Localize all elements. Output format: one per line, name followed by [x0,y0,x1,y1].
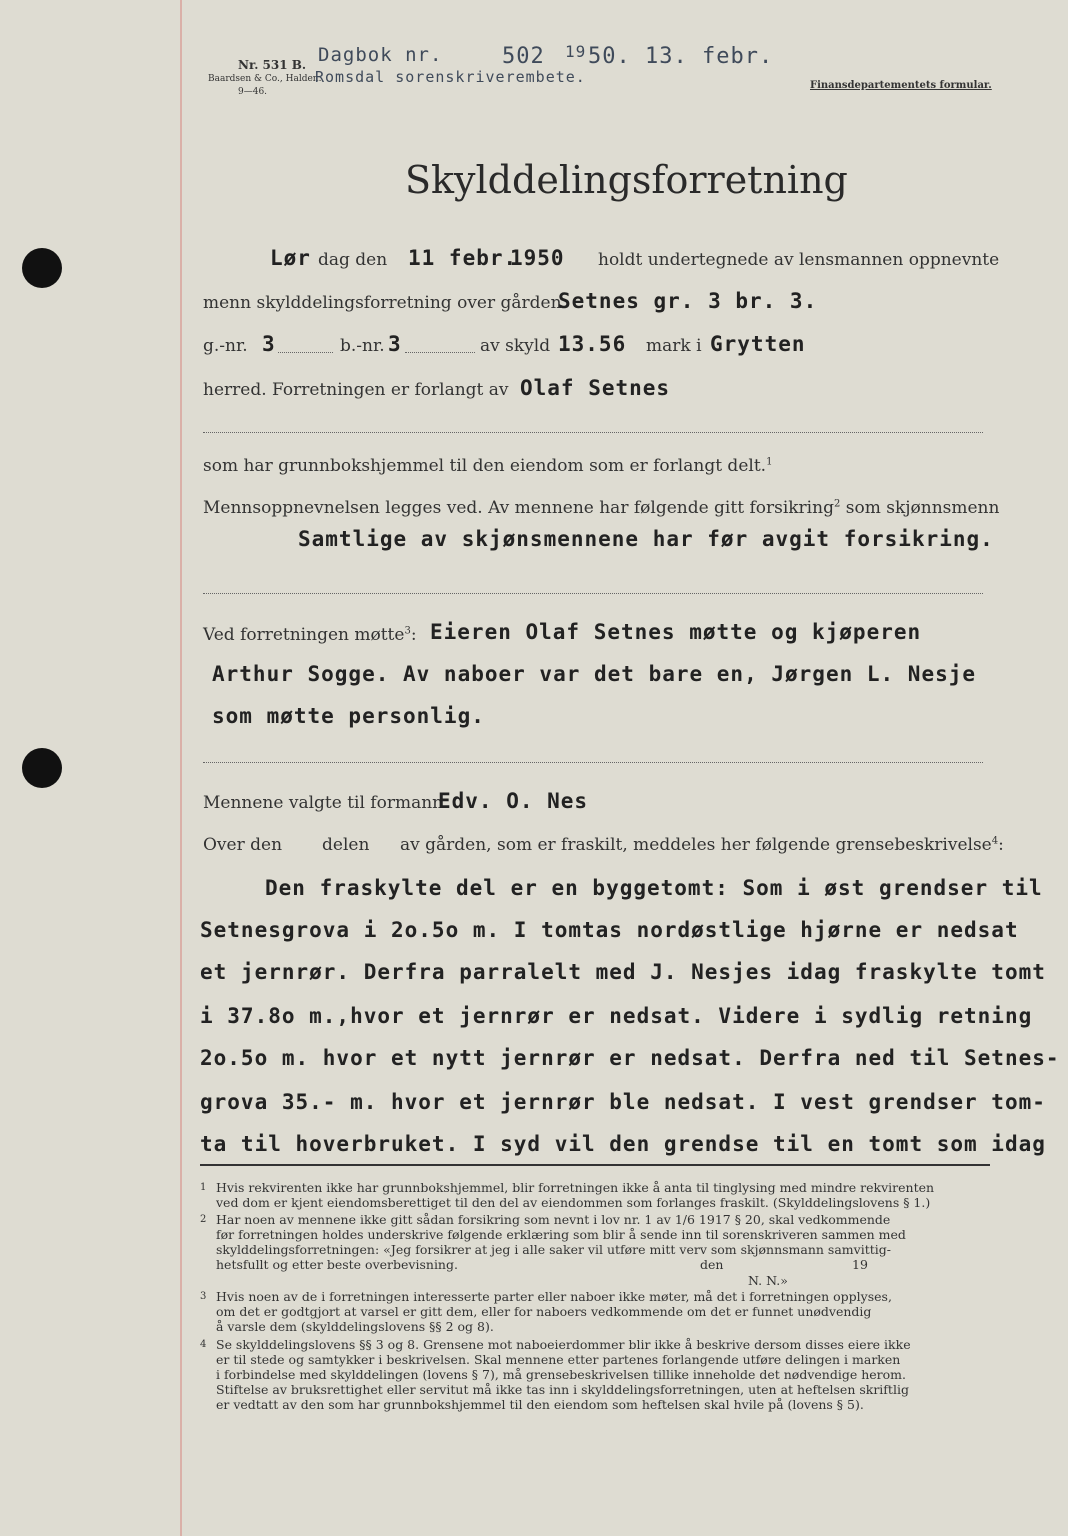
farm-typed: Setnes gr. 3 br. 3. [558,289,818,313]
mark-label: mark i [646,336,702,356]
dagbok-number: 502 [502,44,545,69]
journal-date: 50. 13. febr. [588,44,774,69]
footnote-2-line: Har noen av mennene ikke gitt sådan forsikring som nevnt i lov nr. 1 av 1/6 1917 § 20, skal vedkommende [216,1212,891,1227]
margin-line [180,0,182,1536]
dagbok-label: Dagbok nr. [318,44,443,66]
line6-main: Mennsoppnevnelsen legges ved. Av mennene har følgende gitt forsikring [203,498,834,518]
boundary-typed-line-3: et jernrør. Derfra parralelt med J. Nesjes idag fraskylte tomt [200,960,1046,984]
date-typed: 11 febr. [408,246,518,270]
footnote-4-line: Se skylddelingslovens §§ 3 og 8. Grensene mot naboeierdommer blir ikke å beskrive dersom disses eiere ikke [216,1337,911,1352]
boundary-label-b: delen [322,835,370,855]
office-stamp: Romsdal sorenskriverembete. [315,68,586,86]
boundary-label-a: Over den [203,835,283,855]
insurance-typed: Samtlige av skjønsmennene har før avgit forsikring. [298,527,994,551]
skyld-typed: 13.56 [558,332,627,356]
chair-label: Mennene valgte til formann [203,793,444,813]
footnote-4-number: 4 [200,1339,207,1350]
line6-tail: som skjønnsmenn [845,498,1000,518]
punch-hole-bottom [22,748,62,788]
requester-typed: Olaf Setnes [520,376,671,400]
met-typed-line-3: som møtte personlig. [212,704,485,728]
punch-hole-top [22,248,62,288]
line1-text-b: holdt undertegnede av lensmannen oppnevnte [598,250,1000,270]
line4-text: herred. Forretningen er forlangt av [203,380,509,400]
place-typed: Grytten [710,332,806,356]
met-typed-line-2: Arthur Sogge. Av naboer var det bare en, Jørgen L. Nesje [212,662,977,686]
boundary-typed-line-4: i 37.8o m.,hvor et jernrør er nedsat. Videre i sydlig retning [200,1004,1033,1028]
met-typed-line-1: Eieren Olaf Setnes møtte og kjøperen [430,620,922,644]
line5-main: som har grunnbokshjemmel til den eiendom som er forlangt delt. [203,456,767,476]
line1-text-a: dag den [318,250,388,270]
gnr-label: g.-nr. [203,336,248,356]
footnote-4-line: er til stede og samtykker i beskrivelsen. Skal mennene etter partenes forlangende utføre delingen i marken [216,1352,901,1367]
print-date: 9—46. [238,87,268,97]
skyld-label: av skyld [480,336,551,356]
footnote-2-den: den [700,1257,724,1272]
bnr-typed: 3 [388,332,402,356]
footnote-2-line: før forretningen holdes underskrive følgende erklæring som blir å sende inn til sorenskriveren sammen med [216,1227,906,1242]
footnote-3-line: Hvis noen av de i forretningen interesserte parter eller naboer ikke møter, må det i forretningen opplyses, [216,1289,892,1304]
printer-name: Baardsen & Co., Halden. [208,74,322,84]
footnote-1-number: 1 [200,1182,207,1193]
footnote-2-year: 19 [852,1257,868,1272]
footnote-2-line: skylddelingsforretningen: «Jeg forsikrer at jeg i alle saker vil utføre mitt verv som skjønnsmann samvittig- [216,1242,891,1257]
footnote-4-line: i forbindelse med skylddelingen (lovens § 7), må grensebeskrivelsen tillike inneholde det nødvendige herom. [216,1367,906,1382]
year-prefix: 19 [565,42,587,61]
footnote-3-line: å varsle dem (skylddelingslovens §§ 2 og 8). [216,1319,494,1334]
boundary-label-c [400,835,1004,855]
footnote-4-line: Stiftelse av bruksrettighet eller servitut må ikke tas inn i skylddelingsforretningen, uten at heftelsen skriftlig [216,1382,909,1397]
footnote-2-number: 2 [200,1214,207,1225]
gnr-typed: 3 [262,332,276,356]
boundary-typed-line-7: ta til hoverbruket. I syd vil den grendse til en tomt som idag [200,1132,1046,1156]
year-typed: 1950 [510,246,565,270]
line5-text [203,456,772,476]
footnote-2 [200,1212,990,1288]
footnote-separator [200,1164,990,1166]
footnote-2-signer: N. N.» [748,1273,788,1288]
footnote-1-line: ved dom er kjent eiendomsberettiget til den del av eiendommen som forlanges fraskilt. (Skylddelingslovens § 1.) [216,1195,931,1210]
boundary-typed-line-5: 2o.5o m. hvor et nytt jernrør er nedsat. Derfra ned til Setnes- [200,1046,1060,1070]
boundary-typed-line-6: grova 35.- m. hvor et jernrør ble nedsat. I vest grendser tom- [200,1090,1046,1114]
footnote-3 [200,1289,990,1334]
footnote-1 [200,1180,990,1210]
footnote-ref-4: 4 [991,835,999,847]
page-title: Skylddelingsforretning [405,158,848,202]
form-number: Nr. 531 B. [238,58,307,72]
boundary-typed-line-1: Den fraskylte del er en byggetomt: Som i øst grendser til [265,876,1043,900]
met-label-text: Ved forretningen møtte [203,625,405,645]
footnote-4 [200,1337,990,1412]
formular-label: Finansdepartementets formular. [810,80,992,91]
boundary-label-c-text: av gården, som er fraskilt, meddeles her følgende grensebeskrivelse [400,835,992,855]
footnote-ref-2: 2 [833,498,841,510]
line2-text: menn skylddelingsforretning over gården [203,293,562,313]
footnote-2-line: hetsfullt og etter beste overbevisning. [216,1257,458,1272]
footnote-3-number: 3 [200,1291,207,1302]
met-colon: : [410,625,417,645]
boundary-typed-line-2: Setnesgrova i 2o.5o m. I tomtas nordøstlige hjørne er nedsat [200,918,1019,942]
met-label [203,625,417,645]
footnote-4-line: er vedtatt av den som har grunnbokshjemmel til den eiendom som heftelsen skal hvile på (lovens § 5). [216,1397,864,1412]
footnote-ref-1: 1 [766,456,773,468]
footnote-3-line: om det er godtgjort at varsel er gitt dem, eller for naboers vedkommende om det er funnet unødvendig [216,1304,872,1319]
footnote-1-line: Hvis rekvirenten ikke har grunnbokshjemmel, blir forretningen ikke å anta til tinglysing med mindre rekvirenten [216,1180,935,1195]
footnote-ref-3: 3 [404,625,411,637]
line6-text [203,498,999,518]
bnr-label: b.-nr. [340,336,385,356]
chair-typed: Edv. O. Nes [438,789,589,813]
day-typed: Lør [270,246,311,270]
boundary-colon: : [998,835,1004,855]
